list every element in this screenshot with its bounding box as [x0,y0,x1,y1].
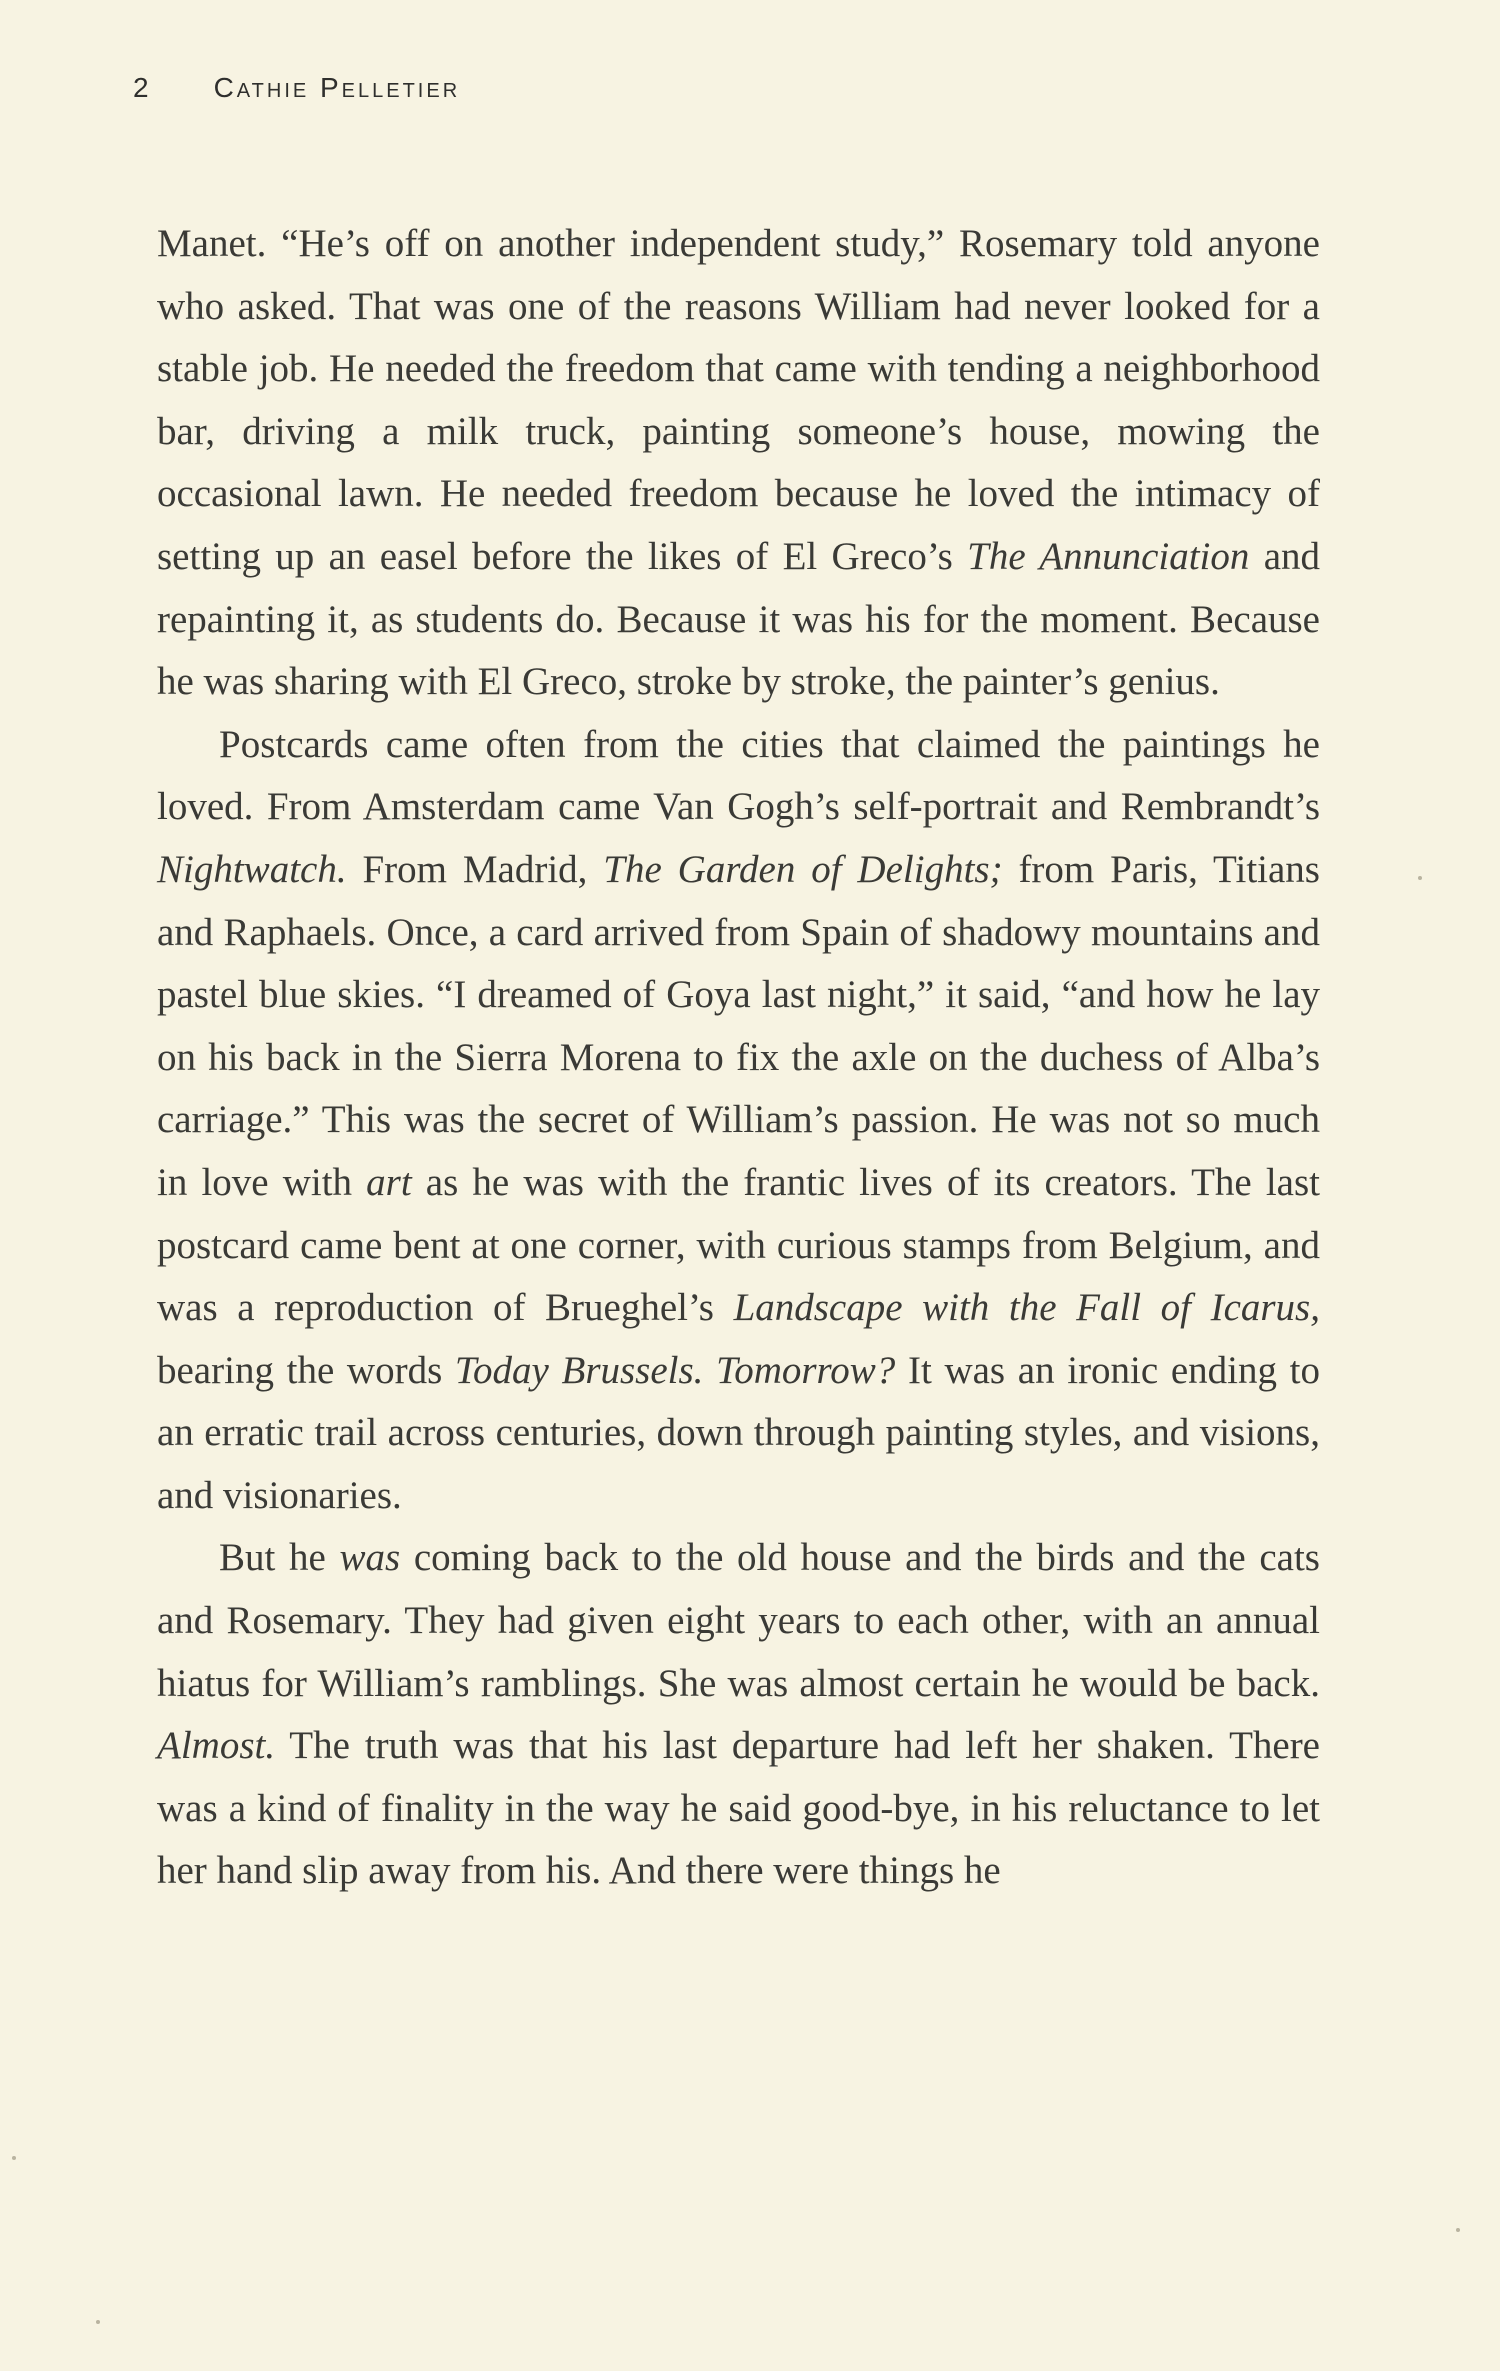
page-number: 2 [133,72,152,103]
paragraph [157,213,1320,714]
text-run: bearing the words [157,1348,455,1392]
text-run: Postcards came often from the cities that claimed the paintings he loved. From Amsterdam came Van Gogh’s self-portrait and Rembrandt’s [157,722,1320,829]
italic-phrase: Today Brussels. Tomorrow? [454,1348,896,1392]
author-name: Cathie Pelletier [213,72,461,103]
italic-phrase: Landscape with the Fall of Icarus, [733,1286,1320,1330]
paper-speck [1456,2228,1460,2232]
italic-phrase: Almost. [157,1724,276,1768]
paragraph [157,714,1320,1528]
italic-phrase: was [339,1536,401,1580]
text-run: coming back to the old house and the birds and the cats and Rosemary. They had given eight years to each other, with an annual hiatus for William’s ramblings. She was almost certain he would be back. [157,1536,1320,1705]
text-run: The truth was that his last departure had left her shaken. There was a kind of finality in the way he said good-bye, in his reluctance to let her hand slip away from his. And there were things he [157,1724,1320,1893]
running-head [133,64,460,112]
italic-phrase: The Garden of Delights; [603,847,1003,891]
italic-phrase: art [366,1160,412,1204]
paper-speck [12,2156,16,2160]
italic-phrase: Nightwatch. [157,847,347,891]
body-text [157,213,1320,1903]
text-run: It was an ironic ending to an erratic trail across centuries, down through painting styles, and visions, and visionaries. [157,1348,1321,1517]
text-run: from Paris, Titians and Raphaels. Once, a card arrived from Spain of shadowy mountains and pastel blue skies. “I dreamed of Goya last night,” it said, “and how he lay on his back in the Sierra Morena to fix the axle on the duchess of Alba’s carriage.” This was the secret of William’s passion. He was not so much in love with [157,847,1320,1204]
text-run: as he was with the frantic lives of its creators. The last postcard came bent at one corner, with curious stamps from Belgium, and was a reproduction of Brueghel’s [157,1160,1320,1330]
text-run: From Madrid, [346,847,604,891]
paper-speck [1418,876,1422,880]
text-run: But he [219,1536,340,1580]
paragraph [157,1527,1320,1903]
text-run: and repainting it, as students do. Because it was his for the moment. Because he was sharing with El Greco, stroke by stroke, the painter’s genius. [157,534,1321,704]
italic-phrase: The Annunciation [967,534,1250,578]
paper-speck [96,2320,100,2324]
text-run: Manet. “He’s off on another independent study,” Rosemary told anyone who asked. That was one of the reasons William had never looked for a stable job. He needed the freedom that came with tending a neighborhood bar, driving a milk truck, painting someone’s house, mowing the occasional lawn. He needed freedom because he loved the intimacy of setting up an easel before the likes of El Greco’s [157,222,1320,578]
